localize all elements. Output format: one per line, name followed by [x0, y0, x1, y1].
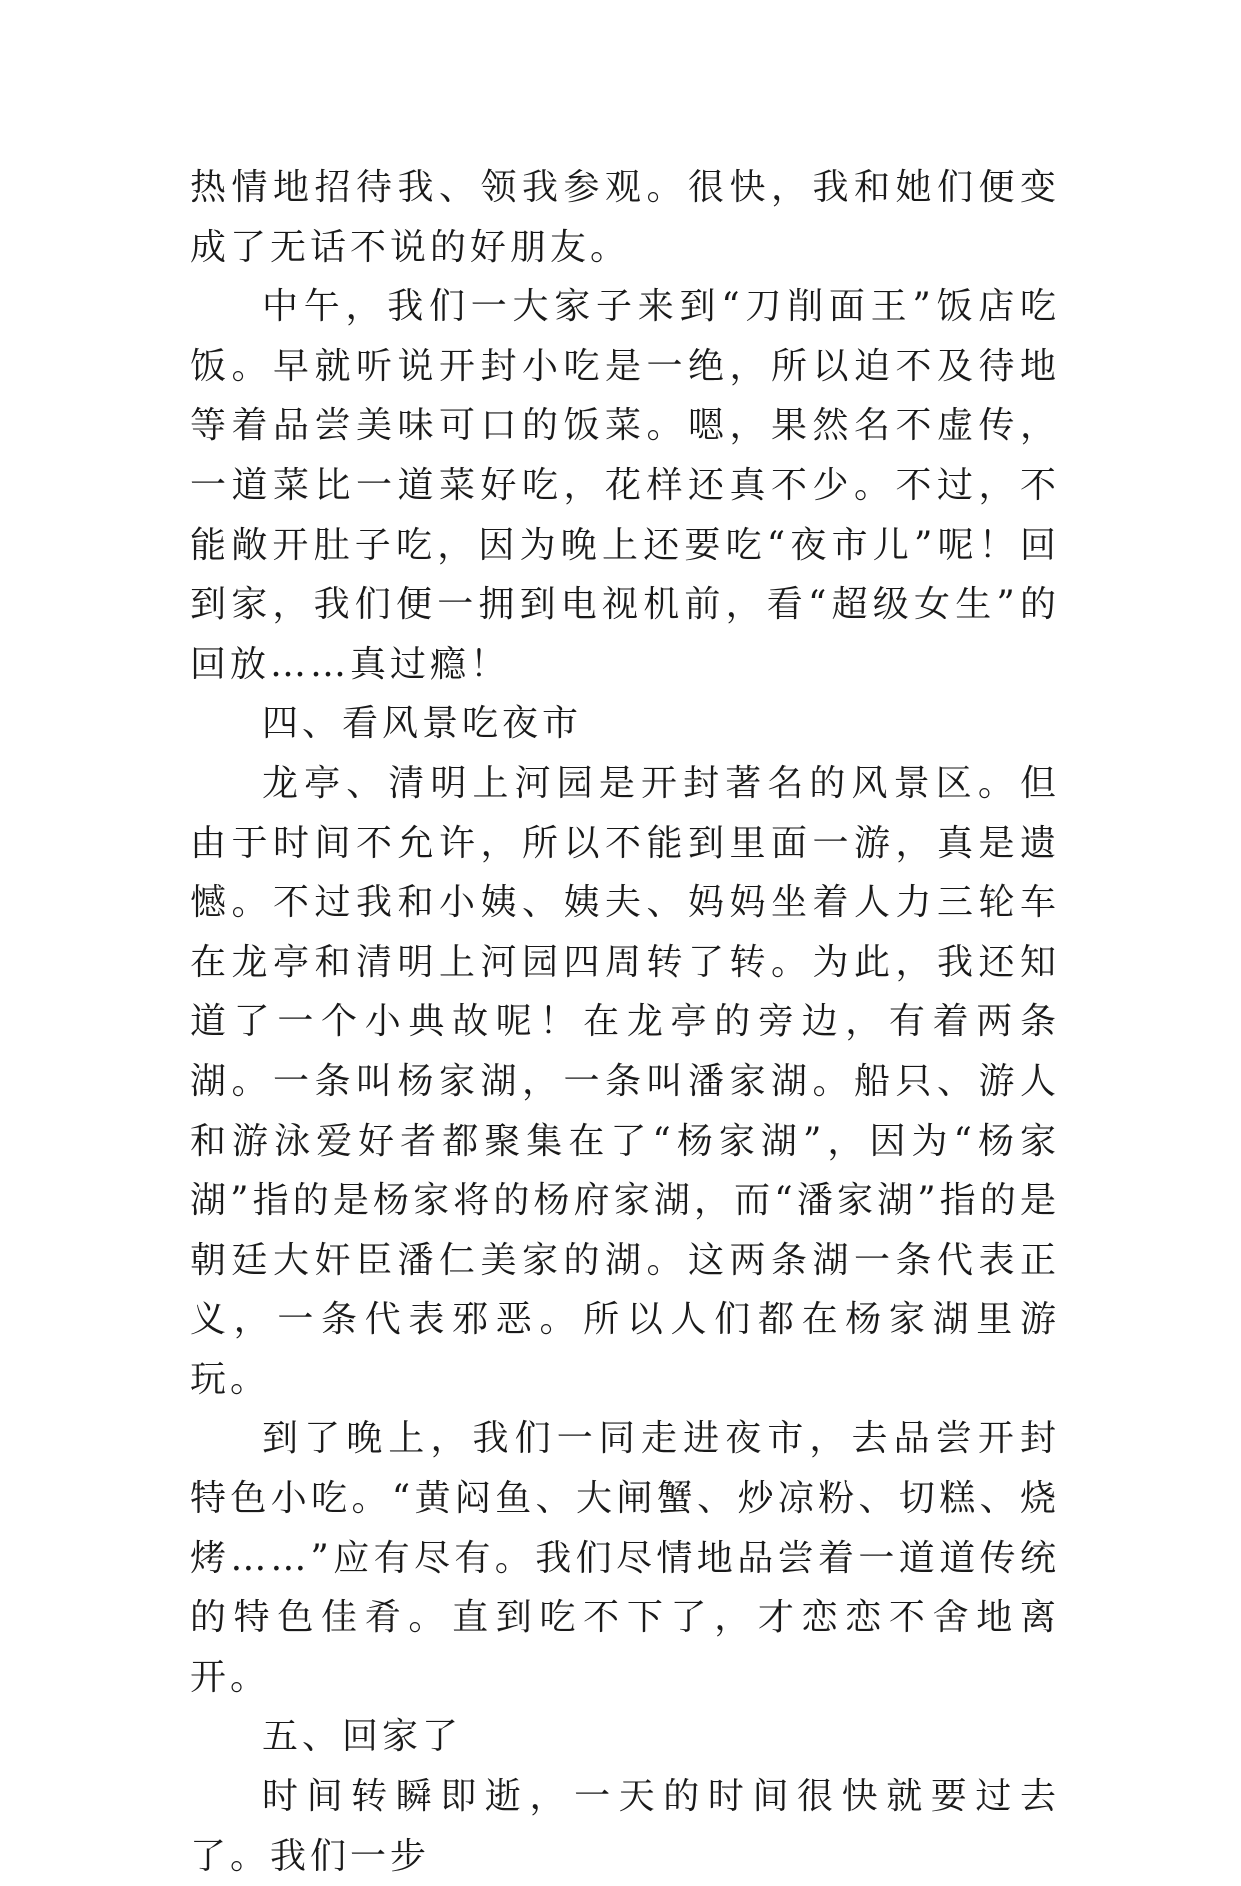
section-heading-5: 五、回家了 [262, 1716, 463, 1758]
paragraph-continued: 热情地招待我、领我参观。很快，我和她们便变成了无话不说的好朋友。 [190, 167, 1060, 268]
paragraph-scenery: 龙亭、清明上河园是开封著名的风景区。但由于时间不允许，所以不能到里面一游，真是遗憾。不过我和小姨、姨夫、妈妈坐着人力三轮车在龙亭和清明上河园四周转了转。为此，我还知道了一个小典故呢！在龙亭的旁边，有着两条湖。一条叫杨家湖，一条叫潘家湖。船只、游人和游泳爱好者都聚集在了“杨家湖”，因为“杨家湖”指的是杨家将的杨府家湖，而“潘家湖”指的是朝廷大奸臣潘仁美家的湖。这两条湖一条代表正义，一条代表邪恶。所以人们都在杨家湖里游玩。 [190, 762, 1060, 1400]
body-text [190, 158, 1060, 1886]
paragraph-lunch: 中午，我们一大家子来到“刀削面王”饭店吃饭。早就听说开封小吃是一绝，所以迫不及待地等着品尝美味可口的饭菜。嗯，果然名不虚传，一道菜比一道菜好吃，花样还真不少。不过，不能敞开肚子吃，因为晚上还要吃“夜市儿”呢！回到家，我们便一拥到电视机前，看“超级女生”的回放……真过瘾！ [190, 286, 1060, 685]
section-heading-4: 四、看风景吃夜市 [262, 703, 583, 745]
paragraph-going-home: 时间转瞬即逝，一天的时间很快就要过去了。我们一步 [190, 1776, 1060, 1877]
paragraph-night-market: 到了晚上，我们一同走进夜市，去品尝开封特色小吃。“黄闷鱼、大闸蟹、炒凉粉、切糕、烧烤……”应有尽有。我们尽情地品尝着一道道传统的特色佳肴。直到吃不下了，才恋恋不舍地离开。 [190, 1418, 1060, 1698]
